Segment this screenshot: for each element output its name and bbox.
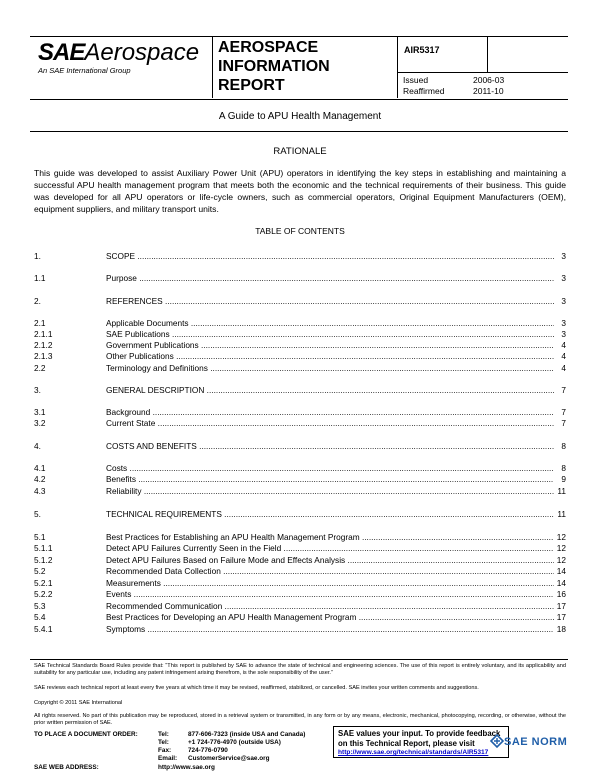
toc-entry-number: 4.1 <box>34 463 46 473</box>
issued-label: Issued <box>403 75 429 85</box>
toc-entry-number: 3.1 <box>34 407 46 417</box>
feedback-link[interactable]: http://www.sae.org/technical/standards/AIR5317 <box>338 749 489 756</box>
toc-entry-page: 8 <box>561 463 566 473</box>
toc-entry[interactable] <box>34 543 568 553</box>
toc-entry-title: Applicable Documents ..... <box>106 318 554 328</box>
toc-entry-number: 5. <box>34 509 41 519</box>
toc-entry-number: 2.1.2 <box>34 340 53 350</box>
toc-entry-page: 4 <box>561 363 566 373</box>
toc-entry-number: 5.3 <box>34 601 46 611</box>
watermark-logo-icon <box>489 733 505 749</box>
toc-entry-number: 1.1 <box>34 273 46 283</box>
toc-entry-page: 3 <box>561 296 566 306</box>
toc-entry-title: Best Practices for Establishing an APU Health Management Program ..... <box>106 532 554 542</box>
issued-date: 2006-03 <box>473 75 505 85</box>
tel2-value[interactable]: +1 724-776-4970 (outside USA) <box>188 739 281 746</box>
toc-entry-page: 7 <box>561 418 566 428</box>
toc-entry[interactable] <box>34 441 568 451</box>
toc-entry-number: 5.2 <box>34 566 46 576</box>
toc-entry-title: TECHNICAL REQUIREMENTS ..... <box>106 509 554 519</box>
watermark-text: SAE NORM <box>504 736 568 748</box>
toc-entry-page: 7 <box>561 385 566 395</box>
toc-entry-page: 12 <box>556 555 566 565</box>
toc-entry[interactable] <box>34 385 568 395</box>
fax-value: 724-776-0790 <box>188 747 228 754</box>
title-rule <box>30 131 568 132</box>
header-divider <box>487 36 488 72</box>
toc-entry-page: 12 <box>556 532 566 542</box>
toc-entry-title: Terminology and Definitions ..... <box>106 363 554 373</box>
toc-entry[interactable] <box>34 273 568 283</box>
rationale-heading: RATIONALE <box>273 146 327 157</box>
email-value[interactable]: CustomerService@sae.org <box>188 755 270 762</box>
toc-entry-page: 11 <box>557 509 566 519</box>
feedback-line: SAE values your input. To provide feedback <box>338 729 501 738</box>
order-label: TO PLACE A DOCUMENT ORDER: <box>34 731 138 738</box>
toc-entry-title: GENERAL DESCRIPTION ..... <box>106 385 554 395</box>
toc-entry-number: 2.1.1 <box>34 329 53 339</box>
header-divider <box>212 36 213 98</box>
toc-entry[interactable] <box>34 612 568 622</box>
tel1-value[interactable]: 877-606-7323 (inside USA and Canada) <box>188 731 306 738</box>
toc-entry[interactable] <box>34 566 568 576</box>
logo-subtitle: An SAE International Group <box>38 66 131 75</box>
toc-entry-number: 4.2 <box>34 474 46 484</box>
toc-entry-title: SAE Publications ..... <box>106 329 554 339</box>
toc-entry[interactable] <box>34 601 568 611</box>
tel1-label: Tel: <box>158 731 169 738</box>
toc-entry[interactable] <box>34 340 568 350</box>
toc-entry-page: 7 <box>561 407 566 417</box>
toc-entry[interactable] <box>34 329 568 339</box>
toc-entry[interactable] <box>34 351 568 361</box>
sae-aerospace-logo <box>38 41 199 65</box>
toc-entry-page: 4 <box>561 340 566 350</box>
toc-entry-number: 2.2 <box>34 363 46 373</box>
toc-entry[interactable] <box>34 555 568 565</box>
feedback-box <box>333 726 509 758</box>
toc-entry-page: 3 <box>561 329 566 339</box>
toc-entry-title: Benefits ..... <box>106 474 554 484</box>
toc-entry-page: 3 <box>561 273 566 283</box>
toc-entry-page: 14 <box>556 566 566 576</box>
copyright-text: Copyright © 2011 SAE International <box>34 700 123 706</box>
toc-entry[interactable] <box>34 589 568 599</box>
toc-entry-number: 2.1 <box>34 318 46 328</box>
toc-entry-number: 2.1.3 <box>34 351 53 361</box>
header-divider <box>397 72 568 73</box>
toc-entry-title: Symptoms ..... <box>106 624 554 634</box>
rights-text: All rights reserved. No part of this publication may be reproduced, stored in a retrieval system or transmitted, in any form or by any means, electronic, mechanical, photocopying, recording, or otherwise, without the prior written permission of SAE. <box>34 713 566 727</box>
board-rules-text: SAE Technical Standards Board Rules provide that: “This report is published by SAE to advance the state of technical and engineering sciences. The use of this report is entirely voluntary, and its applicability and suitability for any particular use, including any patent infringement arising therefrom, is the sole responsibility of the user.” <box>34 663 566 677</box>
toc-entry[interactable] <box>34 251 568 261</box>
toc-entry-number: 5.1.2 <box>34 555 53 565</box>
toc-entry-page: 14 <box>556 578 566 588</box>
tel2-label: Tel: <box>158 739 169 746</box>
toc-entry-number: 5.2.1 <box>34 578 53 588</box>
toc-entry[interactable] <box>34 418 568 428</box>
toc-entry[interactable] <box>34 407 568 417</box>
toc-entry[interactable] <box>34 474 568 484</box>
toc-entry-title: REFERENCES ..... <box>106 296 554 306</box>
fax-label: Fax: <box>158 747 172 754</box>
toc-entry-title: Current State ..... <box>106 418 554 428</box>
toc-entry-title: Government Publications ..... <box>106 340 554 350</box>
toc-entry-number: 3.2 <box>34 418 46 428</box>
toc-entry-page: 4 <box>561 351 566 361</box>
toc-entry-number: 5.4 <box>34 612 46 622</box>
report-type-title <box>218 38 398 95</box>
toc-entry-number: 4.3 <box>34 486 46 496</box>
toc-entry-number: 3. <box>34 385 41 395</box>
toc-entry-title: Costs ..... <box>106 463 554 473</box>
toc-entry-number: 5.1 <box>34 532 46 542</box>
reaffirmed-label: Reaffirmed <box>403 86 445 96</box>
toc-entry-number: 4. <box>34 441 41 451</box>
toc-entry-number: 5.4.1 <box>34 624 53 634</box>
toc-entry-title: Detect APU Failures Based on Failure Mode and Effects Analysis ..... <box>106 555 554 565</box>
toc-entry-page: 9 <box>561 474 566 484</box>
logo-aerospace: Aerospace <box>84 39 200 66</box>
logo-sae: SAE <box>38 39 85 66</box>
toc-entry-page: 18 <box>556 624 566 634</box>
toc-heading: TABLE OF CONTENTS <box>255 226 345 236</box>
toc-entry-number: 5.2.2 <box>34 589 53 599</box>
toc-entry-title: Best Practices for Developing an APU Health Management Program ..... <box>106 612 554 622</box>
toc-entry[interactable] <box>34 509 568 519</box>
toc-entry[interactable] <box>34 624 568 634</box>
toc-entry-title: Detect APU Failures Currently Seen in the Field ..... <box>106 543 554 553</box>
toc-entry-page: 16 <box>556 589 566 599</box>
toc-entry-page: 8 <box>561 441 566 451</box>
title-line: AEROSPACE <box>218 39 319 56</box>
toc-entry[interactable] <box>34 578 568 588</box>
toc-entry-title: Measurements ..... <box>106 578 554 588</box>
toc-entry[interactable] <box>34 532 568 542</box>
toc-entry-title: Other Publications ..... <box>106 351 554 361</box>
feedback-line: on this Technical Report, please visit <box>338 738 475 748</box>
reaffirmed-date: 2011-10 <box>473 86 504 96</box>
footer-rule <box>30 659 568 660</box>
toc-entry-title: Events ..... <box>106 589 554 599</box>
toc-entry-page: 12 <box>556 543 566 553</box>
document-number: AIR5317 <box>404 45 440 55</box>
toc-entry-title: COSTS AND BENEFITS ..... <box>106 441 554 451</box>
toc-entry-title: Background ..... <box>106 407 554 417</box>
toc-entry-number: 2. <box>34 296 41 306</box>
title-line: REPORT <box>218 77 285 94</box>
review-text: SAE reviews each technical report at least every five years at which time it may be revised, reaffirmed, stabilized, or cancelled. SAE invites your written comments and suggestions. <box>34 685 479 691</box>
toc-entry-title: Recommended Communication ..... <box>106 601 554 611</box>
web-label: SAE WEB ADDRESS: <box>34 764 99 771</box>
toc-entry[interactable] <box>34 363 568 373</box>
rationale-text: This guide was developed to assist Auxiliary Power Unit (APU) operators in identifying the key steps in establishing and maintaining a successful APU health management program that meets both the economic and the technical requirements of their business. This guide was developed for all APU operators or life-cycle owners, such as commercial operators, Original Equipment Manufacturers (OEM), equipment suppliers, and military transport units. <box>34 168 566 214</box>
toc-entry-number: 1. <box>34 251 41 261</box>
email-label: Email: <box>158 755 178 762</box>
toc-entry[interactable] <box>34 486 568 496</box>
toc-entry[interactable] <box>34 296 568 306</box>
toc-entry-page: 3 <box>561 251 566 261</box>
toc-entry-page: 17 <box>556 601 566 611</box>
toc-entry-page: 11 <box>557 486 566 496</box>
document-title: A Guide to APU Health Management <box>218 111 382 122</box>
toc-entry-page: 17 <box>556 612 566 622</box>
title-line: INFORMATION <box>218 58 330 75</box>
toc-entry-title: Reliability ..... <box>106 486 554 496</box>
web-value[interactable]: http://www.sae.org <box>158 764 215 771</box>
toc-entry-page: 3 <box>561 318 566 328</box>
toc-entry-title: Recommended Data Collection ..... <box>106 566 554 576</box>
toc-entry[interactable] <box>34 463 568 473</box>
toc-entry-number: 5.1.1 <box>34 543 53 553</box>
toc-entry[interactable] <box>34 318 568 328</box>
toc-entry-title: Purpose ..... <box>106 273 554 283</box>
toc-entry-title: SCOPE ..... <box>106 251 554 261</box>
